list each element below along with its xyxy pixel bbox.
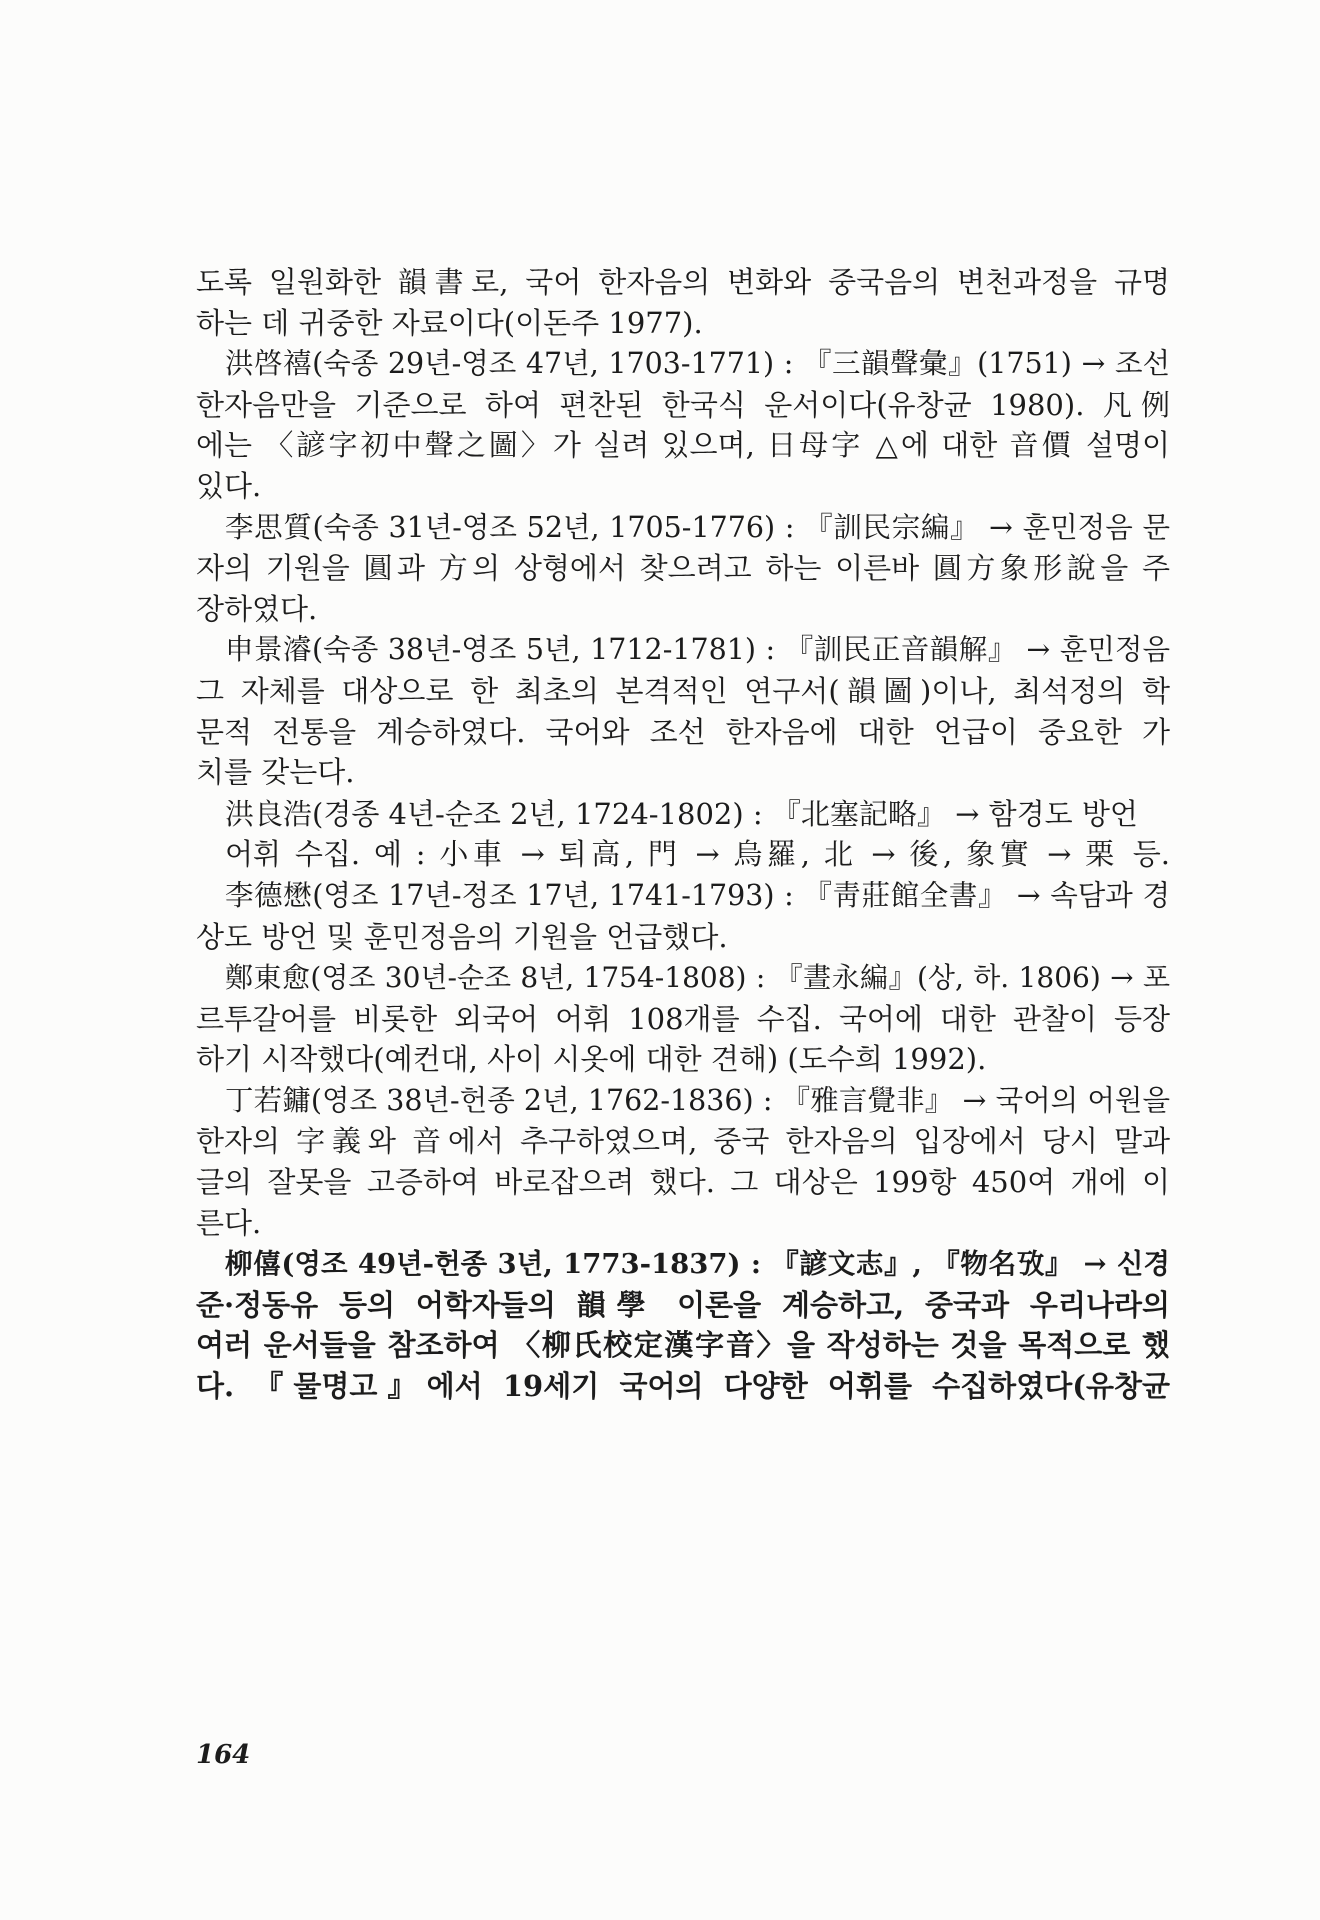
text-line: 상도 방언 및 훈민정음의 기원을 언급했다. <box>196 919 728 954</box>
text-line: 한자의 字義와 音에서 추구하였으며, 중국 한자음의 입장에서 당시 말과 <box>196 1124 1170 1159</box>
text-line: 자의 기원을 圓과 方의 상형에서 찾으려고 하는 이른바 圓方象形說을 주 <box>196 551 1170 586</box>
text-line: 있다. <box>196 468 262 503</box>
body-text <box>196 262 1170 1407</box>
page-number: 164 <box>196 1740 251 1770</box>
text-line: 글의 잘못을 고증하여 바로잡으려 했다. 그 대상은 199항 450여 개에 이 <box>196 1165 1170 1200</box>
text-line: 르투갈어를 비롯한 외국어 어휘 108개를 수집. 국어에 대한 관찰이 등장 <box>196 1001 1170 1036</box>
text-line: 여러 운서들을 참조하여 〈柳氏校定漢字音〉을 작성하는 것을 목적으로 했 <box>196 1328 1170 1363</box>
entry-heading-line: 李思質(숙종 31년-영조 52년, 1705-1776) : 『訓民宗編』 → 훈민정음 문 <box>225 510 1170 544</box>
text-line: 치를 갖는다. <box>196 755 355 790</box>
text-line: 준·정동유 등의 어학자들의 韻學 이론을 계승하고, 중국과 우리나라의 <box>196 1287 1170 1322</box>
text-line: 른다. <box>196 1205 262 1240</box>
text-line: 다. 『물명고』에서 19세기 국어의 다양한 어휘를 수집하였다(유창균 <box>196 1369 1170 1404</box>
text-line: 에는 〈諺字初中聲之圖〉가 실려 있으며, 日母字 △에 대한 音價 설명이 <box>196 428 1170 463</box>
text-line: 하기 시작했다(예컨대, 사이 시옷에 대한 견해) (도수희 1992). <box>196 1042 987 1077</box>
text-line: 문적 전통을 계승하였다. 국어와 조선 한자음에 대한 언급이 중요한 가 <box>196 714 1170 749</box>
text-line: 한자음만을 기준으로 하여 편찬된 한국식 운서이다(유창균 1980). 凡例 <box>196 387 1170 422</box>
entry-heading-line: 申景濬(숙종 38년-영조 5년, 1712-1781) : 『訓民正音韻解』 → 훈민정음 <box>225 633 1170 667</box>
text-line: 장하였다. <box>196 591 318 626</box>
entry-heading-line: 鄭東愈(영조 30년-순조 8년, 1754-1808) : 『晝永編』(상, 하. 1806) → 포 <box>225 961 1170 995</box>
entry-heading-line: 柳僖(영조 49년-헌종 3년, 1773-1837) : 『諺文志』, 『物名攷』 → 신경 <box>225 1248 1170 1281</box>
entry-heading-line: 丁若鏞(영조 38년-헌종 2년, 1762-1836) : 『雅言覺非』 → 국어의 어원을 <box>225 1083 1170 1117</box>
text-line: 어휘 수집. 예 : 小車 → 퇴高, 門 → 烏羅, 北 → 後, 象實 → 栗 등. <box>225 837 1170 872</box>
entry-heading-line: 洪啓禧(숙종 29년-영조 47년, 1703-1771) : 『三韻聲彙』(1751) → 조선 <box>225 347 1170 381</box>
text-line: 하는 데 귀중한 자료이다(이돈주 1977). <box>196 305 703 340</box>
text-line: 도록 일원화한 韻書로, 국어 한자음의 변화와 중국음의 변천과정을 규명 <box>196 265 1170 299</box>
text-line: 그 자체를 대상으로 한 최초의 본격적인 연구서(韻圖)이나, 최석정의 학 <box>196 673 1170 708</box>
entry-heading-line: 李德懋(영조 17년-정조 17년, 1741-1793) : 『靑莊館全書』 → 속담과 경 <box>225 878 1170 912</box>
entry-heading-line: 洪良浩(경종 4년-순조 2년, 1724-1802) : 『北塞記略』 → 함경도 방언 <box>225 796 1138 831</box>
